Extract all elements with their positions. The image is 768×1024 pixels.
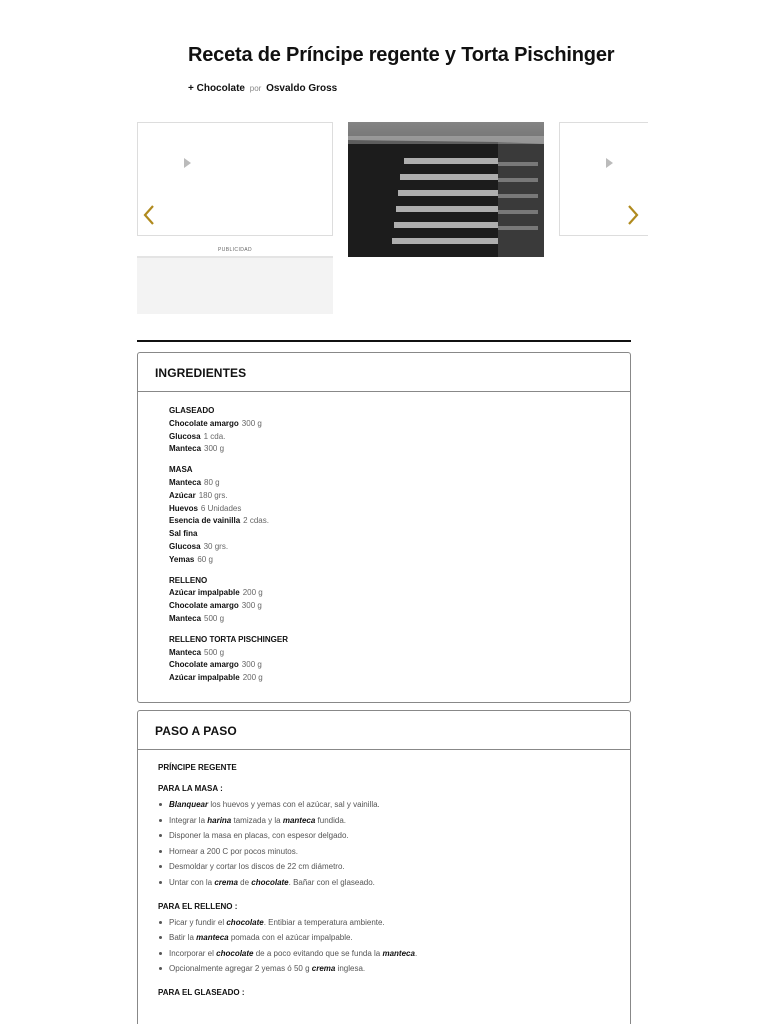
ingredient-name: Sal fina bbox=[169, 529, 198, 539]
ingredient-row bbox=[169, 647, 609, 660]
relleno-steps bbox=[158, 915, 618, 977]
ingredient-row bbox=[169, 659, 609, 672]
ingredient-qty: 180 grs. bbox=[198, 490, 228, 500]
ingredients-heading: INGREDIENTES bbox=[155, 366, 247, 380]
ingredient-qty: 500 g bbox=[204, 647, 225, 657]
masa-steps bbox=[158, 797, 618, 891]
ingredient-name: Manteca bbox=[169, 477, 202, 487]
ingredients-list bbox=[169, 405, 609, 693]
ingredient-name: Glucosa bbox=[169, 541, 201, 551]
ingredient-row bbox=[169, 613, 609, 626]
ingredient-row bbox=[169, 515, 609, 528]
ingredient-name: Manteca bbox=[169, 613, 202, 623]
ingredient-qty: 200 g bbox=[242, 588, 263, 598]
ingredient-row bbox=[169, 443, 609, 456]
steps-header bbox=[138, 711, 630, 750]
cake-image bbox=[348, 122, 544, 257]
play-icon[interactable] bbox=[606, 158, 613, 168]
ingredient-qty: 500 g bbox=[204, 613, 225, 623]
ingredient-qty: 60 g bbox=[197, 554, 213, 564]
relleno-title: PARA EL RELLENO : bbox=[158, 901, 238, 911]
ingredient-name: Chocolate amargo bbox=[169, 418, 239, 428]
ingredient-name: Azúcar impalpable bbox=[169, 673, 240, 683]
ingredient-row bbox=[169, 490, 609, 503]
ingredient-qty: 30 grs. bbox=[203, 541, 229, 551]
ingredient-name: Yemas bbox=[169, 554, 195, 564]
ingredient-row bbox=[169, 418, 609, 431]
steps-section-title: PRÍNCIPE REGENTE bbox=[158, 763, 237, 772]
steps-card bbox=[137, 710, 631, 1024]
byline bbox=[188, 83, 337, 94]
step-item: Opcionalmente agregar 2 yemas ó 50 g crema inglesa. bbox=[158, 961, 618, 977]
step-item: Hornear a 200 C por pocos minutos. bbox=[158, 844, 618, 860]
author-link[interactable]: Osvaldo Gross bbox=[266, 83, 338, 94]
ingredient-qty: 6 Unidades bbox=[200, 503, 242, 513]
steps-body bbox=[158, 762, 618, 1001]
ingredient-name: Chocolate amargo bbox=[169, 660, 239, 670]
ingredient-row bbox=[169, 528, 609, 541]
ingredient-qty: 2 cdas. bbox=[243, 516, 269, 526]
step-item: Desmoldar y cortar los discos de 22 cm diámetro. bbox=[158, 859, 618, 875]
ingredient-qty: 300 g bbox=[241, 601, 262, 611]
step-item: Batir la manteca pomada con el azúcar impalpable. bbox=[158, 930, 618, 946]
ingredient-name: Azúcar impalpable bbox=[169, 588, 240, 598]
ingredient-row bbox=[169, 541, 609, 554]
ingredient-row bbox=[169, 600, 609, 613]
ingredient-name: Glucosa bbox=[169, 431, 201, 441]
ingredient-qty: 80 g bbox=[204, 477, 220, 487]
step-item: Incorporar el chocolate de a poco evitando que se funda la manteca. bbox=[158, 946, 618, 962]
chevron-left-icon[interactable] bbox=[143, 204, 155, 226]
ingredient-qty: 1 cda. bbox=[203, 431, 226, 441]
step-item: Picar y fundir el chocolate. Entibiar a temperatura ambiente. bbox=[158, 915, 618, 931]
ingredient-name: Manteca bbox=[169, 444, 202, 454]
ingredients-header bbox=[138, 353, 630, 392]
ingredient-group bbox=[169, 634, 609, 685]
ingredient-qty: 200 g bbox=[242, 673, 263, 683]
glaseado-title: PARA EL GLASEADO : bbox=[158, 987, 245, 997]
ingredient-row bbox=[169, 672, 609, 685]
play-icon[interactable] bbox=[184, 158, 191, 168]
section-divider bbox=[137, 340, 631, 342]
masa-title: PARA LA MASA : bbox=[158, 784, 223, 793]
ingredient-qty: 300 g bbox=[241, 660, 262, 670]
ingredient-row bbox=[169, 477, 609, 490]
step-item: Untar con la crema de chocolate. Bañar con el glaseado. bbox=[158, 875, 618, 891]
steps-heading: PASO A PASO bbox=[155, 724, 237, 738]
ingredient-name: Manteca bbox=[169, 647, 202, 657]
ingredient-group bbox=[169, 405, 609, 456]
ingredient-name: Azúcar bbox=[169, 490, 196, 500]
ingredient-group bbox=[169, 464, 609, 566]
group-title: RELLENO TORTA PISCHINGER bbox=[169, 634, 288, 644]
ingredient-name: Chocolate amargo bbox=[169, 601, 239, 611]
ad-banner[interactable] bbox=[137, 256, 333, 314]
group-title: MASA bbox=[169, 465, 193, 475]
ingredient-name: Esencia de vainilla bbox=[169, 516, 241, 526]
step-item: Integrar la harina tamizada y la manteca fundida. bbox=[158, 813, 618, 829]
step-item: Disponer la masa en placas, con espesor delgado. bbox=[158, 828, 618, 844]
ad-label: PUBLICIDAD bbox=[217, 247, 252, 253]
ingredient-name: Huevos bbox=[169, 503, 198, 513]
ingredient-group bbox=[169, 575, 609, 626]
group-title: RELLENO bbox=[169, 575, 208, 585]
step-item: Blanquear los huevos y yemas con el azúcar, sal y vainilla. bbox=[158, 797, 618, 813]
image-carousel bbox=[137, 121, 648, 314]
ingredients-card bbox=[137, 352, 631, 703]
ingredient-row bbox=[169, 503, 609, 516]
chevron-right-icon[interactable] bbox=[627, 204, 639, 226]
page-title: Receta de Príncipe regente y Torta Pischinger bbox=[188, 44, 615, 66]
ingredient-row bbox=[169, 554, 609, 567]
category-link[interactable]: + Chocolate bbox=[188, 83, 245, 94]
video-slide-prev[interactable] bbox=[137, 122, 333, 236]
ingredient-row bbox=[169, 431, 609, 444]
ingredient-qty: 300 g bbox=[204, 444, 225, 454]
ingredient-row bbox=[169, 587, 609, 600]
ingredient-qty: 300 g bbox=[241, 418, 262, 428]
recipe-photo[interactable] bbox=[348, 122, 544, 257]
group-title: GLASEADO bbox=[169, 406, 215, 415]
by-label: por bbox=[249, 84, 262, 93]
